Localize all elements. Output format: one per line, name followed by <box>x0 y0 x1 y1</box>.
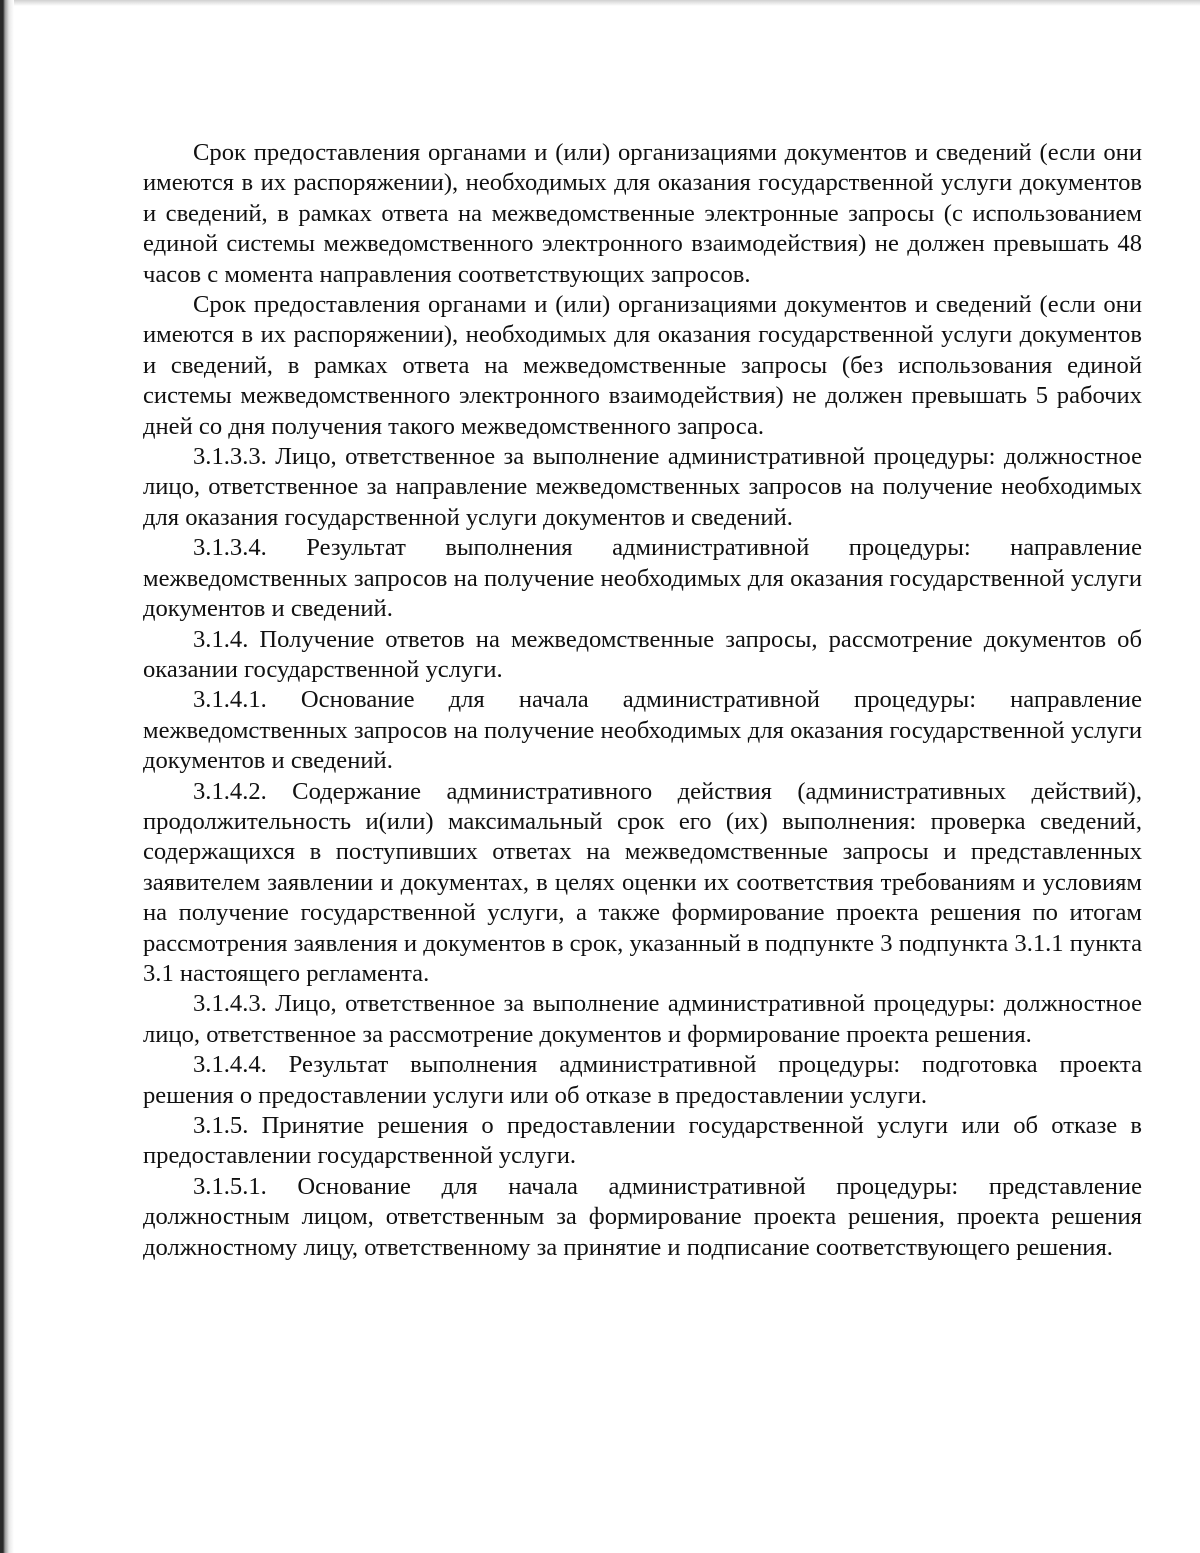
paragraph-3-1-3-3: 3.1.3.3. Лицо, ответственное за выполнение административной процедуры: должностное лицо, ответственное за направление межведомственных запросов на получение необходимых для оказания государственной услуги документов и сведений. <box>143 443 1142 531</box>
scan-shadow-top <box>0 0 1200 6</box>
paragraph-3-1-5: 3.1.5. Принятие решения о предоставлении государственной услуги или об отказе в предоставлении государственной услуги. <box>143 1112 1142 1170</box>
paragraph-3-1-3-4: 3.1.3.4. Результат выполнения административной процедуры: направление межведомственных запросов на получение необходимых для оказания государственной услуги документов и сведений. <box>143 534 1142 623</box>
paragraph-3-1-4-3: 3.1.4.3. Лицо, ответственное за выполнение административной процедуры: должностное лицо, ответственное за рассмотрение документов и формирование проекта решения. <box>143 990 1142 1048</box>
document-body <box>143 138 1142 1263</box>
paragraph-3-1-5-1: 3.1.5.1. Основание для начала административной процедуры: представление должностным лицом, ответственным за формирование проекта решения, проекта решения должностному лицу, ответственному за принятие и подписание соответствующего решения. <box>143 1172 1142 1261</box>
paragraph-3-1-4: 3.1.4. Получение ответов на межведомственные запросы, рассмотрение документов об оказании государственной услуги. <box>143 625 1142 683</box>
paragraph-deadline-non-electronic: Срок предоставления органами и (или) организациями документов и сведений (если они имеются в их распоряжении), необходимых для оказания государственной услуги документов и сведений, в рамках ответа на межведомственные запросы (без использования единой системы межведомственного электронного взаимодействия) не должен превышать 5 рабочих дней со дня получения такого межведомственного запроса. <box>143 291 1142 440</box>
paragraph-deadline-electronic: Срок предоставления органами и (или) организациями документов и сведений (если они имеются в их распоряжении), необходимых для оказания государственной услуги документов и сведений, в рамках ответа на межведомственные электронные запросы (с использованием единой системы межведомственного электронного взаимодействия) не должен превышать 48 часов с момента направления соответствующих запросов. <box>143 139 1142 288</box>
paragraph-3-1-4-1: 3.1.4.1. Основание для начала административной процедуры: направление межведомственных запросов на получение необходимых для оказания государственной услуги документов и сведений. <box>143 686 1142 775</box>
scan-shadow-left <box>0 0 14 1553</box>
paragraph-3-1-4-2: 3.1.4.2. Содержание административного действия (административных действий), продолжительность и(или) максимальный срок его (их) выполнения: проверка сведений, содержащихся в поступивших ответах на межведомственные запросы и представленных заявителем заявлении и документах, в целях оценки их соответствия требованиям и условиям на получение государственной услуги, а также формирование проекта решения по итогам рассмотрения заявления и документов в срок, указанный в подпункте 3 подпункта 3.1.1 пункта 3.1 настоящего регламента. <box>143 777 1142 987</box>
paragraph-3-1-4-4: 3.1.4.4. Результат выполнения административной процедуры: подготовка проекта решения о предоставлении услуги или об отказе в предоставлении услуги. <box>143 1051 1142 1109</box>
